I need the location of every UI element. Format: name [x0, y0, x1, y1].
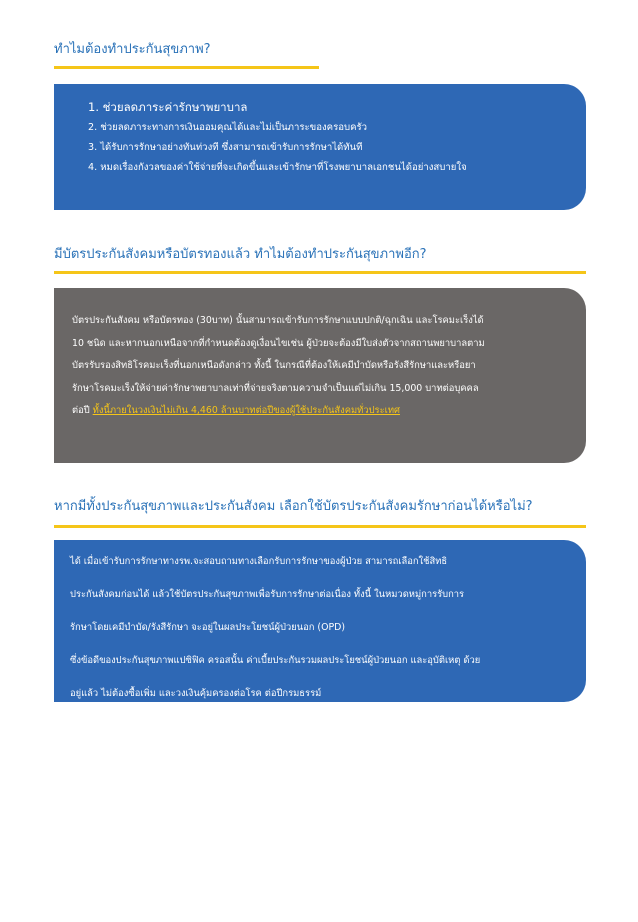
body-line: 10 ชนิด และหากนอกเหนือจากที่กำหนดต้องดูเงื่อนไขเช่น ผู้ป่วยจะต้องมีใบส่งตัวจากสถานพยาบาลตาม: [72, 337, 485, 349]
body-line: อยู่แล้ว ไม่ต้องซื้อเพิ่ม และวงเงินคุ้มครองต่อโรค ต่อปีกรมธรรม์: [70, 688, 322, 699]
section-2-divider: [54, 271, 586, 274]
section-3-body: [70, 545, 582, 710]
benefit-item-3: 3. ได้รับการรักษาอย่างทันท่วงที ซึ่งสามารถเข้ารับการรักษาได้ทันที: [88, 142, 363, 153]
body-line: บัตรรับรองสิทธิโรคมะเร็งที่นอกเหนือดังกล่าว ทั้งนี้ ในกรณีที่ต้องให้เคมีบำบัดหรือรังสีรักษาและหรือยา: [72, 360, 476, 371]
section-2-card: [54, 288, 586, 463]
benefit-item-2: 2. ช่วยลดภาระทางการเงินออมคุณได้และไม่เป็นภาระของครอบครัว: [88, 122, 368, 133]
body-line: ซึ่งข้อดีของประกันสุขภาพแปซิฟิค ครอสนั้น ค่าเบี้ยประกันรวมผลประโยชน์ผู้ป่วยนอก และอุบัติเหตุ ด้วย: [70, 655, 481, 666]
section-3-divider: [54, 525, 586, 528]
body-line: รักษาโดยเคมีบำบัด/รังสีรักษา จะอยู่ในผลประโยชน์ผู้ป่วยนอก (OPD): [70, 622, 345, 633]
section-1-card: [54, 84, 586, 210]
body-line: บัตรประกันสังคม หรือบัตรทอง (30บาท) นั้นสามารถเข้ารับการรักษาแบบปกติ/ฉุกเฉิน และโรคมะเร็งได้: [72, 315, 484, 326]
benefit-item-1: 1. ช่วยลดภาระค่ารักษาพยาบาล: [88, 100, 248, 114]
section-2-body: [72, 310, 582, 423]
section-2-heading: มีบัตรประกันสังคมหรือบัตรทองแล้ว ทำไมต้องทำประกันสุขภาพอีก?: [54, 247, 427, 262]
body-line: ประกันสังคมก่อนได้ แล้วใช้บัตรประกันสุขภาพเพื่อรับการรักษาต่อเนื่อง ทั้งนี้ ในหมวดหมู่การรับการ: [70, 589, 465, 600]
section-3-card: [54, 540, 586, 702]
highlight-link[interactable]: ทั้งนี้ภายในวงเงินไม่เกิน 4,460 ล้านบาทต่อปีของผู้ใช้ประกันสังคมทั่วประเทศ: [92, 405, 400, 416]
last-line-prefix: ต่อปี: [72, 405, 93, 416]
benefit-item-4: 4. หมดเรื่องกังวลของค่าใช้จ่ายที่จะเกิดขึ้นและเข้ารักษาที่โรงพยาบาลเอกชนได้อย่างสบายใจ: [88, 162, 467, 173]
section-1-heading: ทำไมต้องทำประกันสุขภาพ?: [54, 42, 211, 57]
section-3-heading: หากมีทั้งประกันสุขภาพและประกันสังคม เลือกใช้บัตรประกันสังคมรักษาก่อนได้หรือไม่?: [54, 499, 533, 514]
body-line: ได้ เมื่อเข้ารับการรักษาทางรพ.จะสอบถามทางเลือกรับการรักษาของผู้ป่วย สามารถเลือกใช้สิทธิ: [70, 556, 448, 567]
benefits-list: [88, 96, 467, 178]
section-1-divider: [54, 66, 319, 69]
body-line-last: [72, 400, 582, 423]
body-line: รักษาโรคมะเร็งให้จ่ายค่ารักษาพยาบาลเท่าที่จ่ายจริงตามความจำเป็นแต่ไม่เกิน 15,000 บาทต่อบุคคล: [72, 382, 479, 394]
